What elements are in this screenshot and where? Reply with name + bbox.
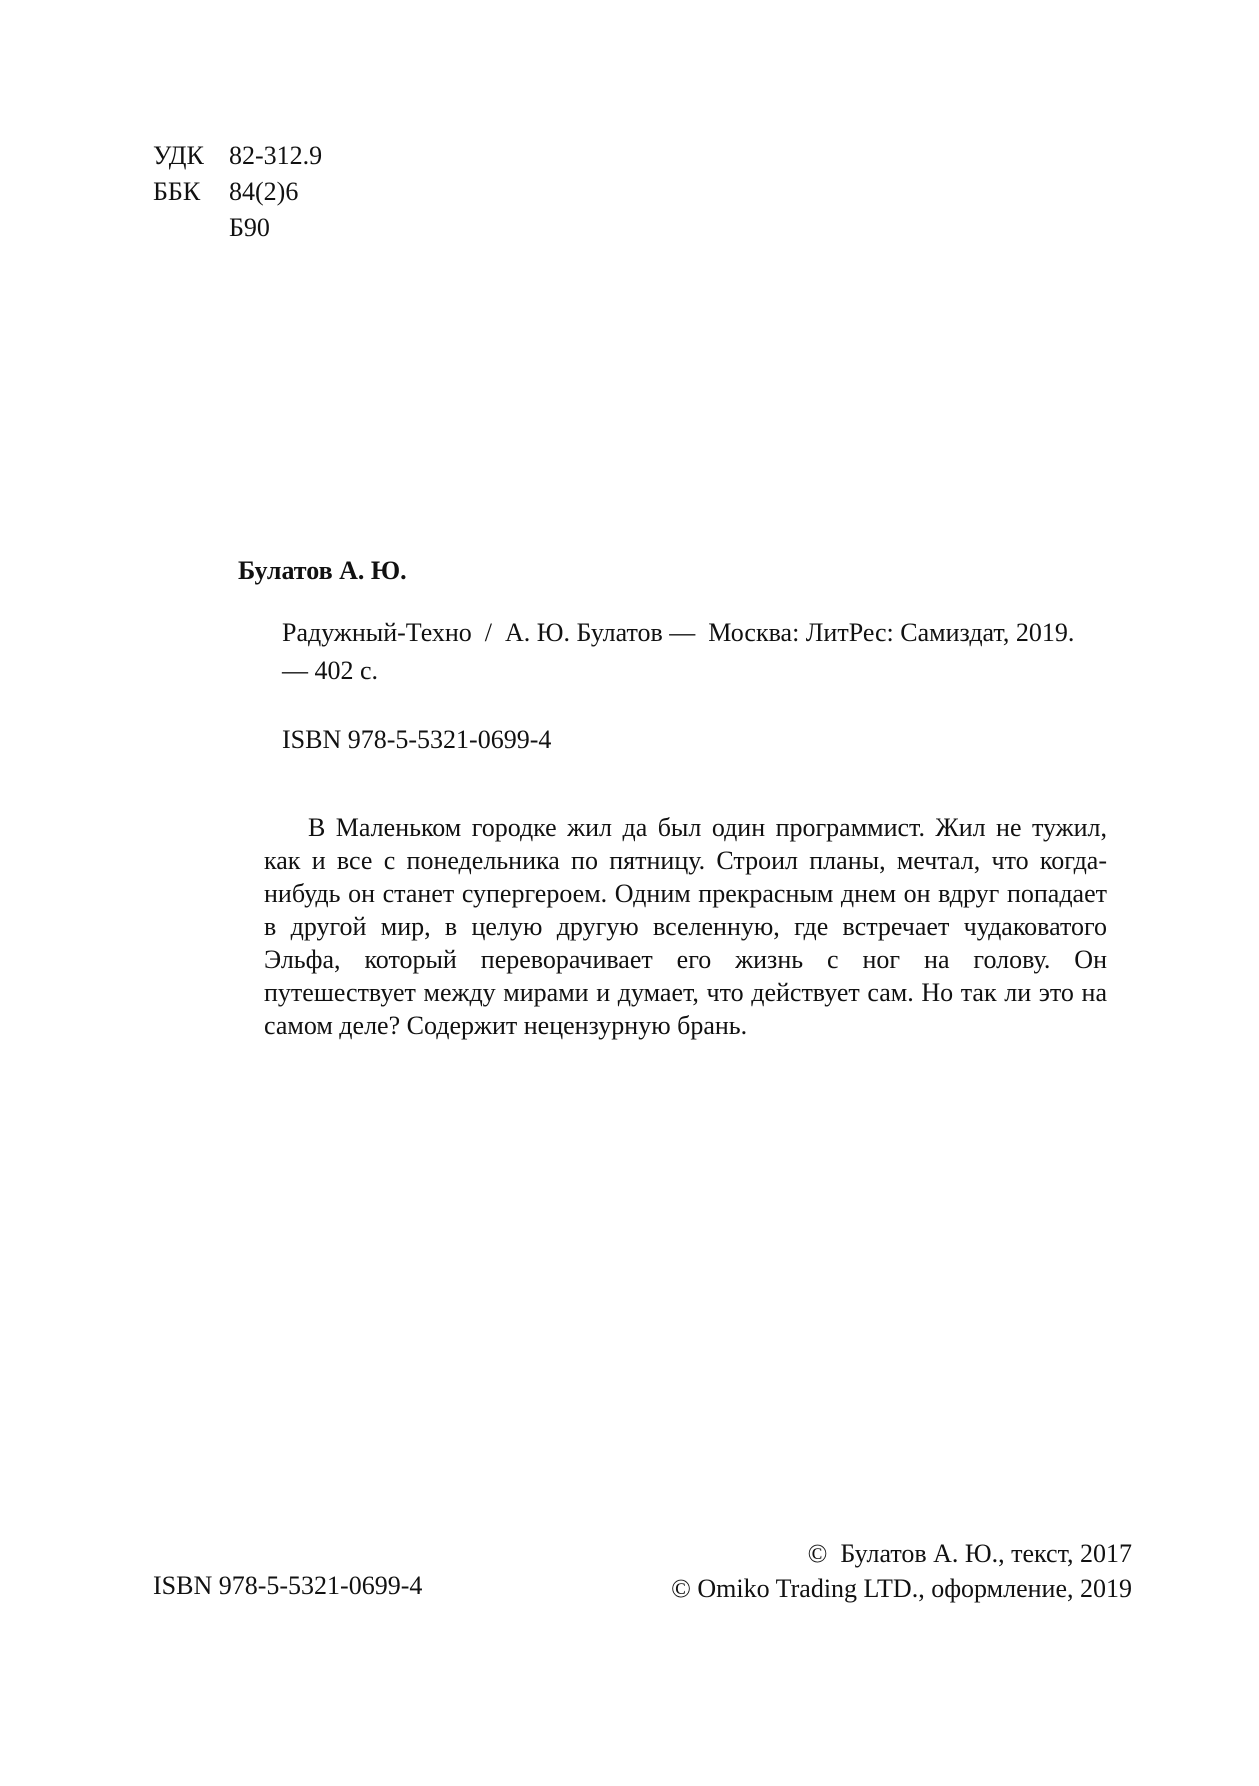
- isbn-bottom: ISBN 978-5-5321-0699-4: [153, 1571, 423, 1600]
- isbn-top: ISBN 978-5-5321-0699-4: [282, 725, 552, 754]
- bbk-label: ББК: [153, 177, 201, 206]
- udk-label: УДК: [153, 141, 204, 170]
- library-classification: [153, 138, 322, 246]
- bibliographic-record: Радужный-Техно / А. Ю. Булатов — Москва: ЛитРес: Самиздат, 2019. — 402 с.: [282, 618, 1081, 685]
- design-copyright: © Omiko Trading LTD., оформление, 2019: [671, 1574, 1132, 1603]
- author-mark-row: [153, 210, 322, 246]
- author-mark: Б90: [229, 213, 270, 242]
- udk-value: 82-312.9: [229, 141, 323, 170]
- bbk-value: 84(2)6: [229, 177, 299, 206]
- annotation-text: В Маленьком городке жил да был один программист. Жил не тужил, как и все с понедельника по пятницу. Строил планы, мечтал, что когда-нибудь он станет супергероем. Одним прекрасным днем он вдруг попадает в другой мир, в целую другую вселенную, где встречает чудаковатого Эльфа, который переворачивает его жизнь с ног на голову. Он путешествует между мирами и думает, что действует сам. Но так ли это на самом деле? Содержит нецензурную брань.: [264, 813, 1107, 1040]
- copyright-block: [671, 1536, 1132, 1606]
- author-heading: Булатов А. Ю.: [238, 556, 407, 585]
- udk-row: [153, 138, 322, 174]
- bbk-row: [153, 174, 322, 210]
- text-copyright: © Булатов А. Ю., текст, 2017: [807, 1539, 1132, 1568]
